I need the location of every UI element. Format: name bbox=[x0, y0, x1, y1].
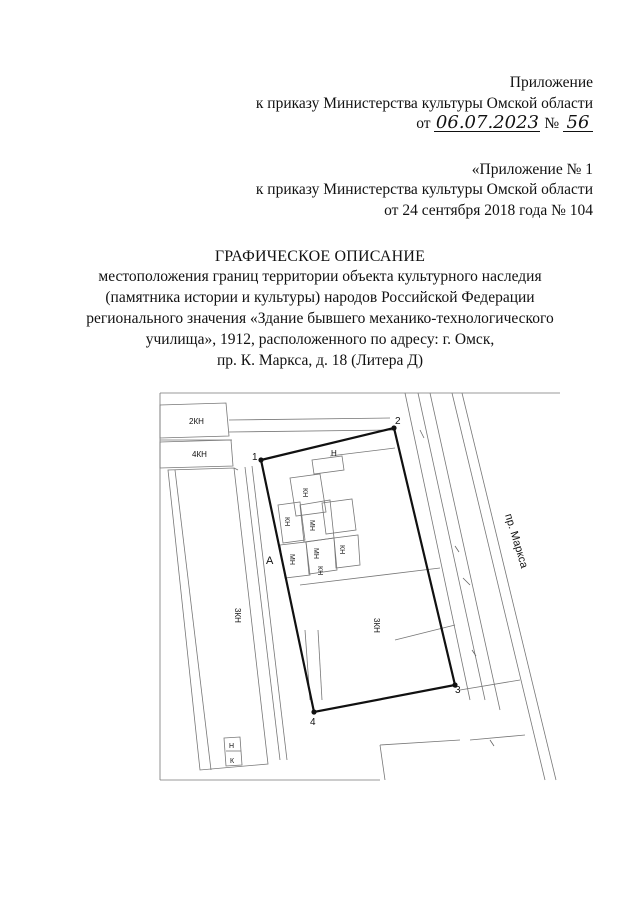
title-line-2: (памятника истории и культуры) народов Российской Федерации bbox=[105, 289, 535, 306]
title-line-5: пр. К. Маркса, д. 18 (Литера Д) bbox=[216, 352, 423, 369]
building-mn1-label: МН bbox=[308, 520, 315, 531]
building-kn2-label: КН bbox=[283, 517, 290, 527]
order-reference: к приказу Министерства культуры Омской области bbox=[255, 95, 593, 112]
number-prefix: № bbox=[544, 115, 560, 132]
building-4kn-label: 4КН bbox=[192, 450, 207, 459]
point-3-label: 3 bbox=[455, 685, 461, 696]
building-h-top-label: Н bbox=[331, 449, 337, 458]
quoted-appendix-line1: «Приложение № 1 bbox=[471, 161, 593, 178]
handwritten-number: 56 bbox=[563, 114, 593, 132]
point-4-label: 4 bbox=[310, 717, 316, 728]
building-2kn-label: 2КН bbox=[189, 417, 204, 426]
title-line-3: регионального значения «Здание бывшего механико-технологического bbox=[86, 310, 554, 327]
point-1-label: 1 bbox=[252, 452, 258, 463]
appendix-label: Приложение bbox=[509, 74, 593, 91]
building-kn3-label: КН bbox=[338, 545, 345, 555]
document-heading: ГРАФИЧЕСКОЕ ОПИСАНИЕ bbox=[214, 248, 426, 265]
building-3kn-left-label: 3КН bbox=[233, 608, 242, 623]
title-line-4: училища», 1912, расположенного по адресу: г. Омск, bbox=[145, 331, 495, 348]
building-h-bottom-label: Н bbox=[229, 743, 235, 750]
building-kn1-label: КН bbox=[301, 488, 308, 498]
building-3kn-main-label: 3КН bbox=[372, 618, 381, 633]
building-mn3-label: МН bbox=[312, 548, 319, 559]
letter-a-label: A bbox=[266, 555, 274, 567]
title-line-1: местоположения границ территории объекта культурного наследия bbox=[98, 268, 542, 285]
quoted-appendix-line2: к приказу Министерства культуры Омской области bbox=[255, 181, 593, 198]
handwritten-date: 06.07.2023 bbox=[435, 112, 539, 133]
point-2-label: 2 bbox=[395, 416, 401, 427]
quoted-appendix-line3: от 24 сентября 2018 года № 104 bbox=[384, 202, 593, 219]
building-k-bottom-label: К bbox=[230, 758, 235, 765]
building-mn2-label: МН bbox=[288, 554, 295, 565]
date-prefix: от bbox=[416, 115, 431, 132]
building-kn4-label: КН bbox=[316, 566, 323, 576]
street-name-label: пр. Маркса bbox=[502, 512, 531, 570]
